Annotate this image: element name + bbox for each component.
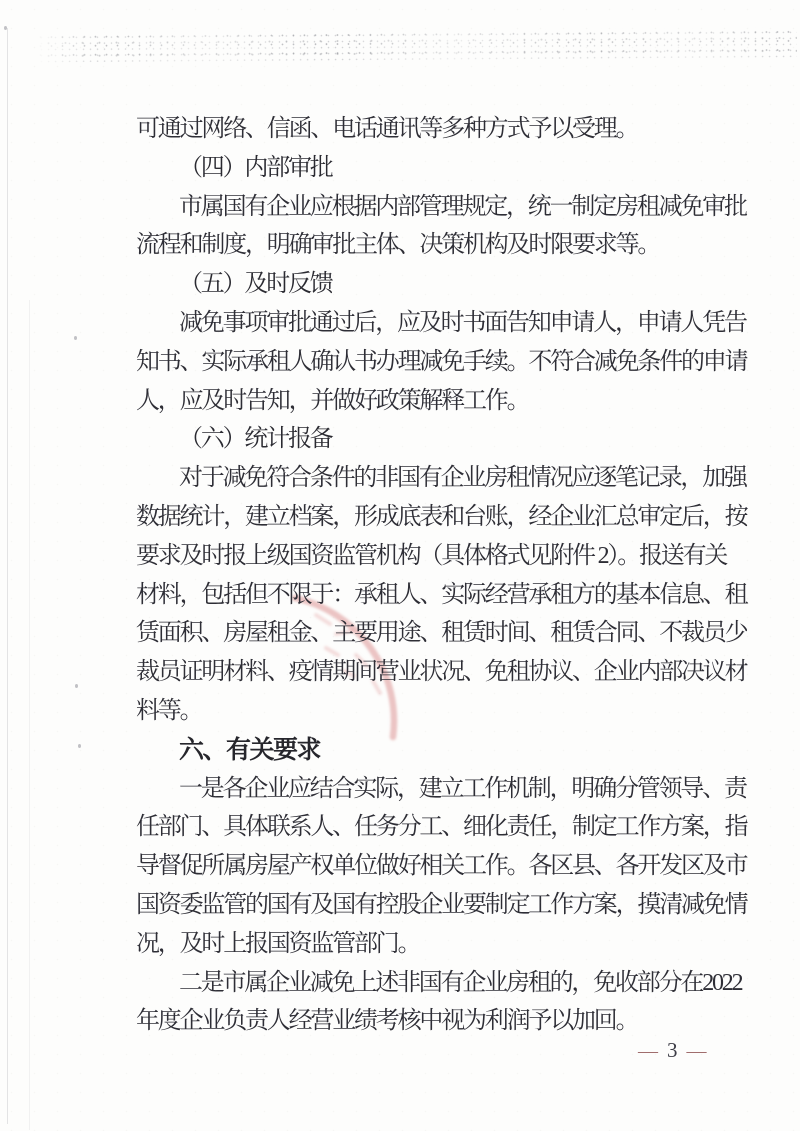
text-line: 二是市属企业减免上述非国有企业房租的，免收部分在2022 — [179, 969, 742, 996]
text-line: 导督促所属房屋产权单位做好相关工作。各区县、各开发区及市 — [136, 853, 747, 880]
scan-speck — [4, 26, 7, 30]
scan-speck — [78, 744, 81, 748]
text-line: 市属国有企业应根据内部管理规定，统一制定房租减免审批 — [179, 193, 746, 220]
text-line: 减免事项审批通过后，应及时书面告知申请人，申请人凭告 — [179, 309, 746, 336]
text-line: 数据统计，建立档案，形成底表和台账，经企业汇总审定后，按 — [136, 503, 747, 530]
text-line: 赁面积、房屋租金、主要用途、租赁时间、租赁合同、不裁员少 — [136, 620, 747, 647]
text-line: 国资委监管的国有及国有控股企业要制定工作方案，摸清减免情 — [136, 891, 747, 918]
page-number — [638, 1038, 707, 1063]
scan-speck — [75, 684, 78, 688]
text-line: 况，及时上报国资监管部门。 — [136, 930, 420, 957]
text-line: 一是各企业应结合实际，建立工作机制，明确分管领导、责 — [179, 775, 746, 802]
text-line: 材料，包括但不限于：承租人、实际经营承租方的基本信息、租 — [136, 581, 747, 608]
section-heading: 六、有关要求 — [179, 735, 321, 764]
text-line: 流程和制度，明确审批主体、决策机构及时限要求等。 — [136, 232, 660, 259]
text-line: 人，应及时告知，并做好政策解释工作。 — [136, 387, 529, 414]
subsection-heading: （六）统计报备 — [179, 426, 332, 453]
page-number-value: 3 — [667, 1038, 678, 1062]
subsection-heading: （四）内部审批 — [179, 154, 332, 181]
text-line: 年度企业负责人经营业绩考核中视为利润予以加回。 — [136, 1008, 638, 1035]
subsection-heading: （五）及时反馈 — [179, 271, 332, 298]
scan-noise-band — [35, 27, 797, 62]
document-body — [136, 110, 746, 1041]
text-line: 要求及时报上级国资监管机构（具体格式见附件 2）。报送有关 — [136, 542, 727, 569]
text-line: 裁员证明材料、疫情期间营业状况、免租协议、企业内部决议材 — [136, 659, 747, 686]
text-line: 知书、实际承租人确认书办理减免手续。不符合减免条件的申请 — [136, 348, 747, 375]
page-number-right-dash: — — [686, 1039, 707, 1062]
text-line: 对于减免符合条件的非国有企业房租情况应逐笔记录，加强 — [179, 465, 746, 492]
text-line: 料等。 — [136, 697, 202, 724]
scan-speck — [74, 336, 77, 340]
page-number-left-dash: — — [638, 1039, 658, 1062]
text-line: 可通过网络、信函、电话通讯等多种方式予以受理。 — [136, 116, 638, 142]
scan-edge-artifact — [7, 28, 8, 1124]
text-line: 任部门、具体联系人、任务分工、细化责任，制定工作方案，指 — [136, 814, 747, 841]
scan-edge-artifact — [29, 300, 30, 1130]
